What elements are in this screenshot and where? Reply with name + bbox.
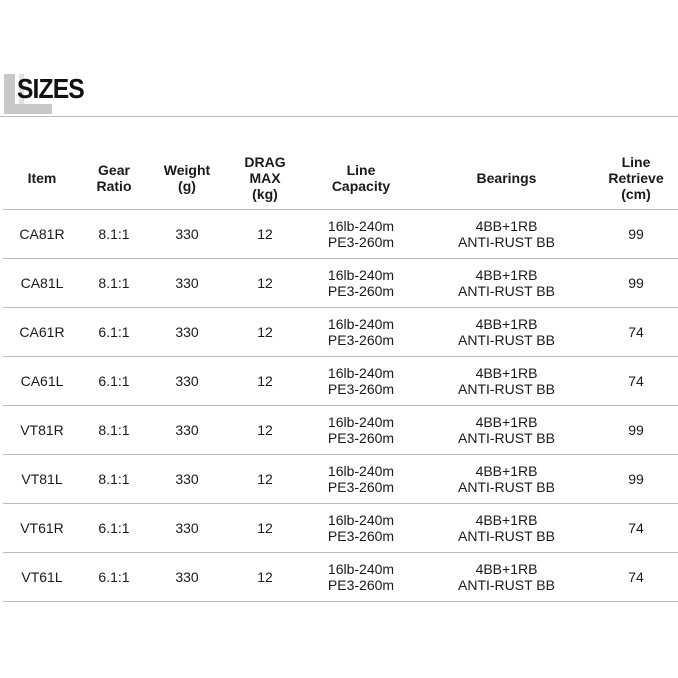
cell-bearings-line: 4BB+1RB — [475, 267, 538, 283]
sizes-table — [3, 146, 678, 602]
cell-line-retrieve: 74 — [594, 504, 678, 553]
table-row — [3, 406, 678, 455]
table-row — [3, 259, 678, 308]
cell-weight: 330 — [147, 455, 227, 504]
cell-bearings-line: 4BB+1RB — [475, 463, 538, 479]
table-body — [3, 210, 678, 602]
cell-line-retrieve: 99 — [594, 210, 678, 259]
cell-gear-ratio: 6.1:1 — [81, 553, 147, 602]
header-line-capacity: Line Capacity — [303, 146, 419, 210]
cell-bearings-line: ANTI-RUST BB — [458, 381, 555, 397]
cell-line-capacity-line: PE3-260m — [327, 332, 395, 348]
cell-drag-max: 12 — [227, 553, 303, 602]
header-bearings: Bearings — [419, 146, 594, 210]
cell-bearings-line: ANTI-RUST BB — [458, 577, 555, 593]
cell-line-capacity-line: PE3-260m — [327, 381, 395, 397]
cell-gear-ratio: 8.1:1 — [81, 455, 147, 504]
table-row — [3, 308, 678, 357]
cell-bearings-line: 4BB+1RB — [475, 414, 538, 430]
header-item: Item — [3, 146, 81, 210]
cell-drag-max: 12 — [227, 504, 303, 553]
cell-bearings — [419, 308, 594, 357]
cell-bearings-line: ANTI-RUST BB — [458, 528, 555, 544]
cell-bearings-line: ANTI-RUST BB — [458, 430, 555, 446]
table-row — [3, 210, 678, 259]
cell-gear-ratio: 6.1:1 — [81, 357, 147, 406]
table-row — [3, 504, 678, 553]
section-title: SIZES — [17, 73, 84, 104]
cell-drag-max: 12 — [227, 259, 303, 308]
cell-line-capacity — [303, 210, 419, 259]
cell-drag-max: 12 — [227, 210, 303, 259]
cell-line-capacity-line: PE3-260m — [327, 234, 395, 250]
cell-line-retrieve: 99 — [594, 455, 678, 504]
table-row — [3, 357, 678, 406]
cell-line-capacity — [303, 406, 419, 455]
header-drag-max: DRAG MAX (kg) — [227, 146, 303, 210]
cell-drag-max: 12 — [227, 308, 303, 357]
table-row — [3, 455, 678, 504]
cell-item: VT61L — [3, 553, 81, 602]
cell-weight: 330 — [147, 504, 227, 553]
cell-line-retrieve: 74 — [594, 357, 678, 406]
cell-item: VT81L — [3, 455, 81, 504]
cell-line-capacity-line: 16lb-240m — [327, 561, 395, 577]
header-gear-ratio: Gear Ratio — [81, 146, 147, 210]
cell-item: CA81L — [3, 259, 81, 308]
cell-bearings — [419, 357, 594, 406]
cell-bearings-line: 4BB+1RB — [475, 512, 538, 528]
cell-line-capacity — [303, 455, 419, 504]
cell-line-capacity — [303, 259, 419, 308]
cell-weight: 330 — [147, 210, 227, 259]
cell-line-capacity — [303, 357, 419, 406]
cell-line-capacity-line: 16lb-240m — [327, 463, 395, 479]
cell-bearings — [419, 259, 594, 308]
cell-gear-ratio: 6.1:1 — [81, 308, 147, 357]
cell-item: VT61R — [3, 504, 81, 553]
cell-bearings — [419, 504, 594, 553]
cell-weight: 330 — [147, 553, 227, 602]
cell-drag-max: 12 — [227, 406, 303, 455]
cell-bearings-line: ANTI-RUST BB — [458, 283, 555, 299]
cell-bearings-line: ANTI-RUST BB — [458, 332, 555, 348]
cell-gear-ratio: 8.1:1 — [81, 210, 147, 259]
cell-bearings — [419, 210, 594, 259]
cell-item: CA61R — [3, 308, 81, 357]
cell-weight: 330 — [147, 357, 227, 406]
cell-bearings — [419, 553, 594, 602]
cell-line-capacity-line: 16lb-240m — [327, 365, 395, 381]
cell-bearings-line: 4BB+1RB — [475, 561, 538, 577]
cell-line-capacity-line: PE3-260m — [327, 479, 395, 495]
cell-item: CA61L — [3, 357, 81, 406]
cell-bearings-line: 4BB+1RB — [475, 316, 538, 332]
cell-line-capacity-line: 16lb-240m — [327, 218, 395, 234]
cell-line-capacity-line: PE3-260m — [327, 577, 395, 593]
header-weight: Weight (g) — [147, 146, 227, 210]
cell-weight: 330 — [147, 308, 227, 357]
cell-line-capacity — [303, 504, 419, 553]
cell-line-capacity — [303, 308, 419, 357]
cell-gear-ratio: 8.1:1 — [81, 259, 147, 308]
cell-weight: 330 — [147, 259, 227, 308]
cell-bearings-line: ANTI-RUST BB — [458, 234, 555, 250]
cell-line-capacity-line: 16lb-240m — [327, 267, 395, 283]
cell-drag-max: 12 — [227, 357, 303, 406]
cell-bearings-line: 4BB+1RB — [475, 218, 538, 234]
cell-bearings-line: ANTI-RUST BB — [458, 479, 555, 495]
cell-bearings-line: 4BB+1RB — [475, 365, 538, 381]
cell-item: CA81R — [3, 210, 81, 259]
cell-line-retrieve: 99 — [594, 259, 678, 308]
section-heading — [0, 70, 678, 117]
cell-line-capacity-line: PE3-260m — [327, 528, 395, 544]
cell-line-retrieve: 74 — [594, 553, 678, 602]
cell-weight: 330 — [147, 406, 227, 455]
cell-line-capacity-line: 16lb-240m — [327, 414, 395, 430]
header-line-retrieve: Line Retrieve (cm) — [594, 146, 678, 210]
cell-line-capacity-line: PE3-260m — [327, 283, 395, 299]
table-row — [3, 553, 678, 602]
cell-bearings — [419, 455, 594, 504]
cell-bearings — [419, 406, 594, 455]
cell-line-capacity-line: PE3-260m — [327, 430, 395, 446]
cell-line-capacity-line: 16lb-240m — [327, 316, 395, 332]
cell-drag-max: 12 — [227, 455, 303, 504]
cell-line-capacity — [303, 553, 419, 602]
cell-line-retrieve: 99 — [594, 406, 678, 455]
table-header-row — [3, 146, 678, 210]
cell-gear-ratio: 8.1:1 — [81, 406, 147, 455]
cell-gear-ratio: 6.1:1 — [81, 504, 147, 553]
cell-item: VT81R — [3, 406, 81, 455]
cell-line-retrieve: 74 — [594, 308, 678, 357]
cell-line-capacity-line: 16lb-240m — [327, 512, 395, 528]
heading-divider — [0, 116, 678, 117]
